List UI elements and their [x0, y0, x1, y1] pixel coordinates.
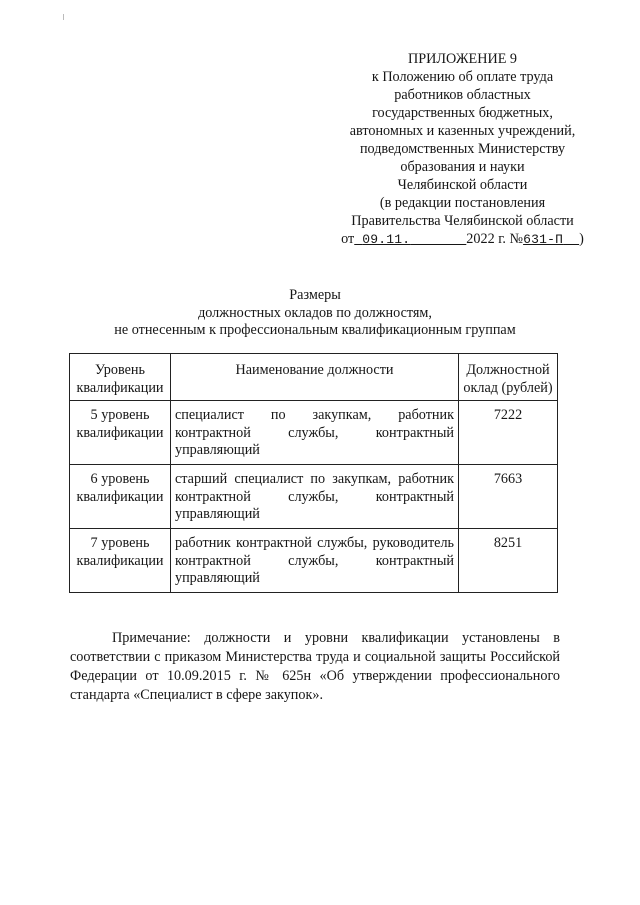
cell-level: 7 уровень квалификации	[70, 529, 171, 593]
cell-level: 6 уровень квалификации	[70, 465, 171, 529]
appendix-line: Челябинской области	[397, 177, 528, 193]
date-suffix: 2022 г. №	[466, 231, 524, 247]
appendix-block	[330, 50, 595, 249]
table-header-row	[70, 354, 558, 401]
appendix-line: работников областных	[394, 87, 531, 103]
table-heading	[70, 287, 560, 340]
header-salary: Должностной оклад (рублей)	[459, 354, 558, 401]
scan-mark	[63, 14, 64, 20]
cell-position: специалист по закупкам, работник контрактной службы, контрактный управляющий	[171, 401, 459, 465]
note-paragraph: Примечание: должности и уровни квалификации установлены в соответствии с приказом Министерства труда и социальной защиты Российской Федерации от 10.09.2015 г. № 625н «Об утверждении профессионального стандарта «Специалист в сфере закупок».	[70, 630, 560, 703]
resolution-date-line	[330, 230, 595, 249]
appendix-line: Правительства Челябинской области	[351, 213, 574, 229]
appendix-line: подведомственных Министерству	[359, 141, 566, 157]
appendix-line: образования и науки	[400, 159, 525, 175]
header-position: Наименование должности	[171, 354, 459, 401]
cell-position: работник контрактной службы, руководитель контрактной службы, контрактный управляющий	[171, 529, 459, 593]
cell-salary: 8251	[459, 529, 558, 593]
resolution-number: 631-П	[523, 232, 564, 247]
date-prefix: от	[341, 231, 355, 247]
cell-salary: 7222	[459, 401, 558, 465]
close-paren: )	[579, 231, 584, 247]
resolution-date: 09.11.	[362, 232, 411, 247]
appendix-line: к Положению об оплате труда	[371, 69, 554, 85]
heading-line: не отнесенным к профессиональным квалификационным группам	[114, 322, 516, 338]
heading-line: Размеры	[289, 287, 341, 303]
table-row	[70, 529, 558, 593]
cell-salary: 7663	[459, 465, 558, 529]
appendix-line: (в редакции постановления	[379, 195, 546, 211]
appendix-title: ПРИЛОЖЕНИЕ 9	[407, 51, 518, 67]
table-row	[70, 401, 558, 465]
table-row	[70, 465, 558, 529]
header-level: Уровень квалификации	[70, 354, 171, 401]
salary-table	[69, 353, 558, 593]
appendix-line: государственных бюджетных,	[372, 105, 553, 121]
cell-level: 5 уровень квалификации	[70, 401, 171, 465]
appendix-line: автономных и казенных учреждений,	[349, 123, 576, 139]
cell-position: старший специалист по закупкам, работник контрактной службы, контрактный управляющий	[171, 465, 459, 529]
heading-line: должностных окладов по должностям,	[198, 304, 432, 321]
